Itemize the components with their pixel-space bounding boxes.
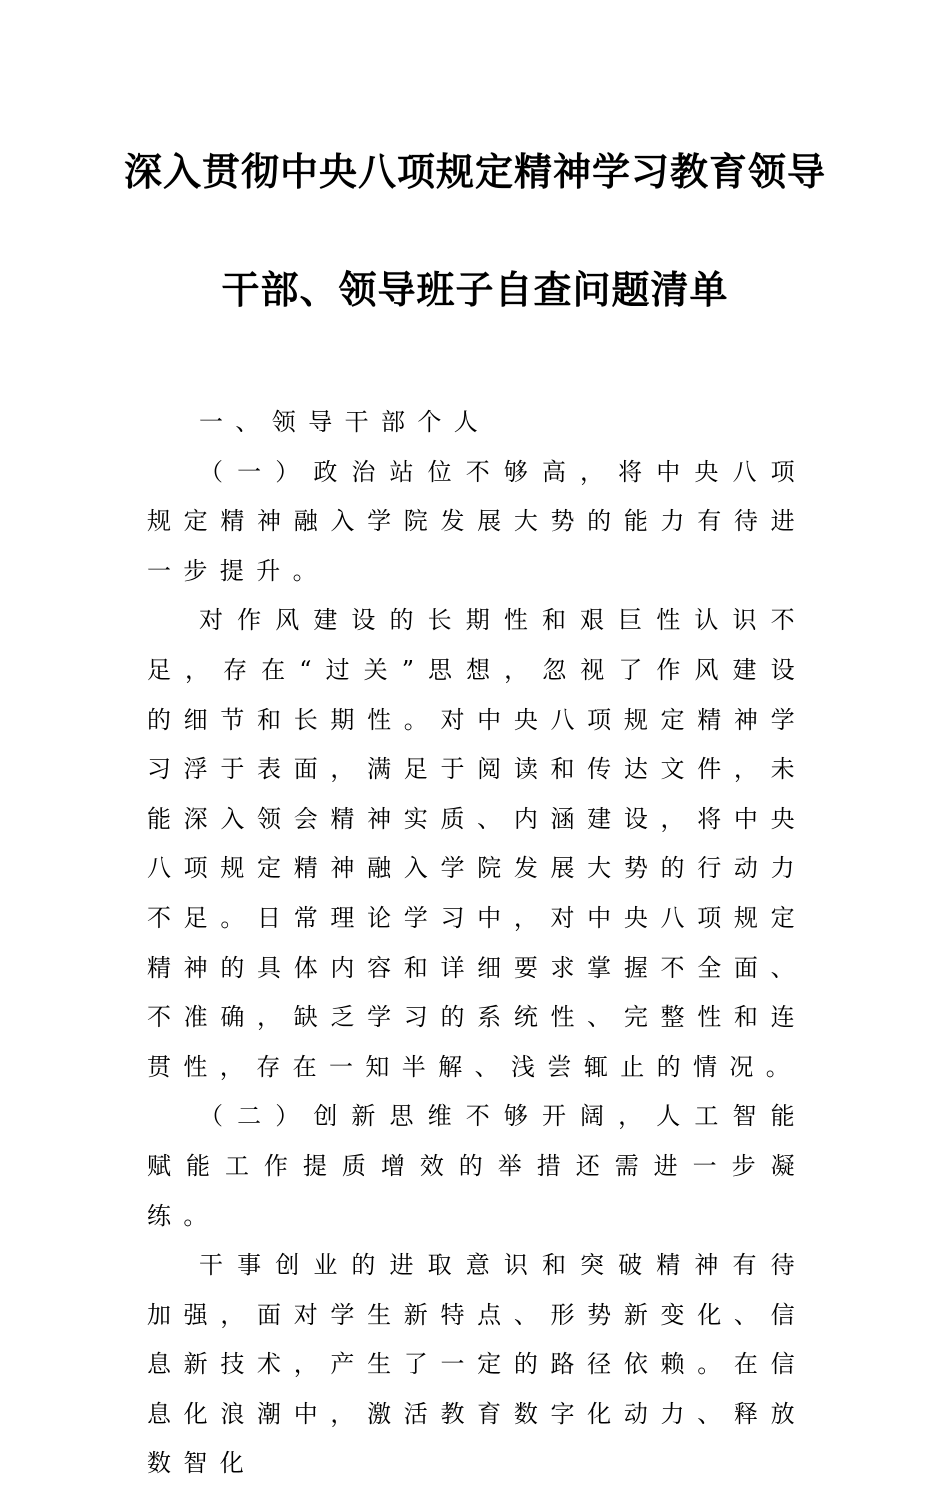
document-title-line-1: 深入贯彻中央八项规定精神学习教育领导 <box>123 150 826 194</box>
section-heading-leaders-individual: 一、领导干部个人 <box>199 408 491 436</box>
body-paragraph-entrepreneurship: 干事创业的进取意识和突破精神有待加强，面对学生新特点、形势新变化、信息新技术，产生了一定的路径依赖。在信息化浪潮中，激活教育数字化动力、释放数智化 <box>147 1251 807 1478</box>
document-body <box>147 398 807 1489</box>
subsection-heading-innovation-thinking: （二）创新思维不够开阔，人工智能赋能工作提质增效的举措还需进一步凝练。 <box>147 1102 807 1230</box>
document-title-line-2: 干部、领导班子自查问题清单 <box>221 268 729 312</box>
body-paragraph-work-style: 对作风建设的长期性和艰巨性认识不足，存在“过关”思想，忽视了作风建设的细节和长期性。对中央八项规定精神学习浮于表面，满足于阅读和传达文件，未能深入领会精神实质、内涵建设，将中央八项规定精神融入学院发展大势的行动力不足。日常理论学习中，对中央八项规定精神的具体内容和详细要求掌握不全面、不准确，缺乏学习的系统性、完整性和连贯性，存在一知半解、浅尝辄止的情况。 <box>147 606 807 1081</box>
subsection-heading-political-stance: （一）政治站位不够高，将中央八项规定精神融入学院发展大势的能力有待进一步提升。 <box>147 457 807 585</box>
